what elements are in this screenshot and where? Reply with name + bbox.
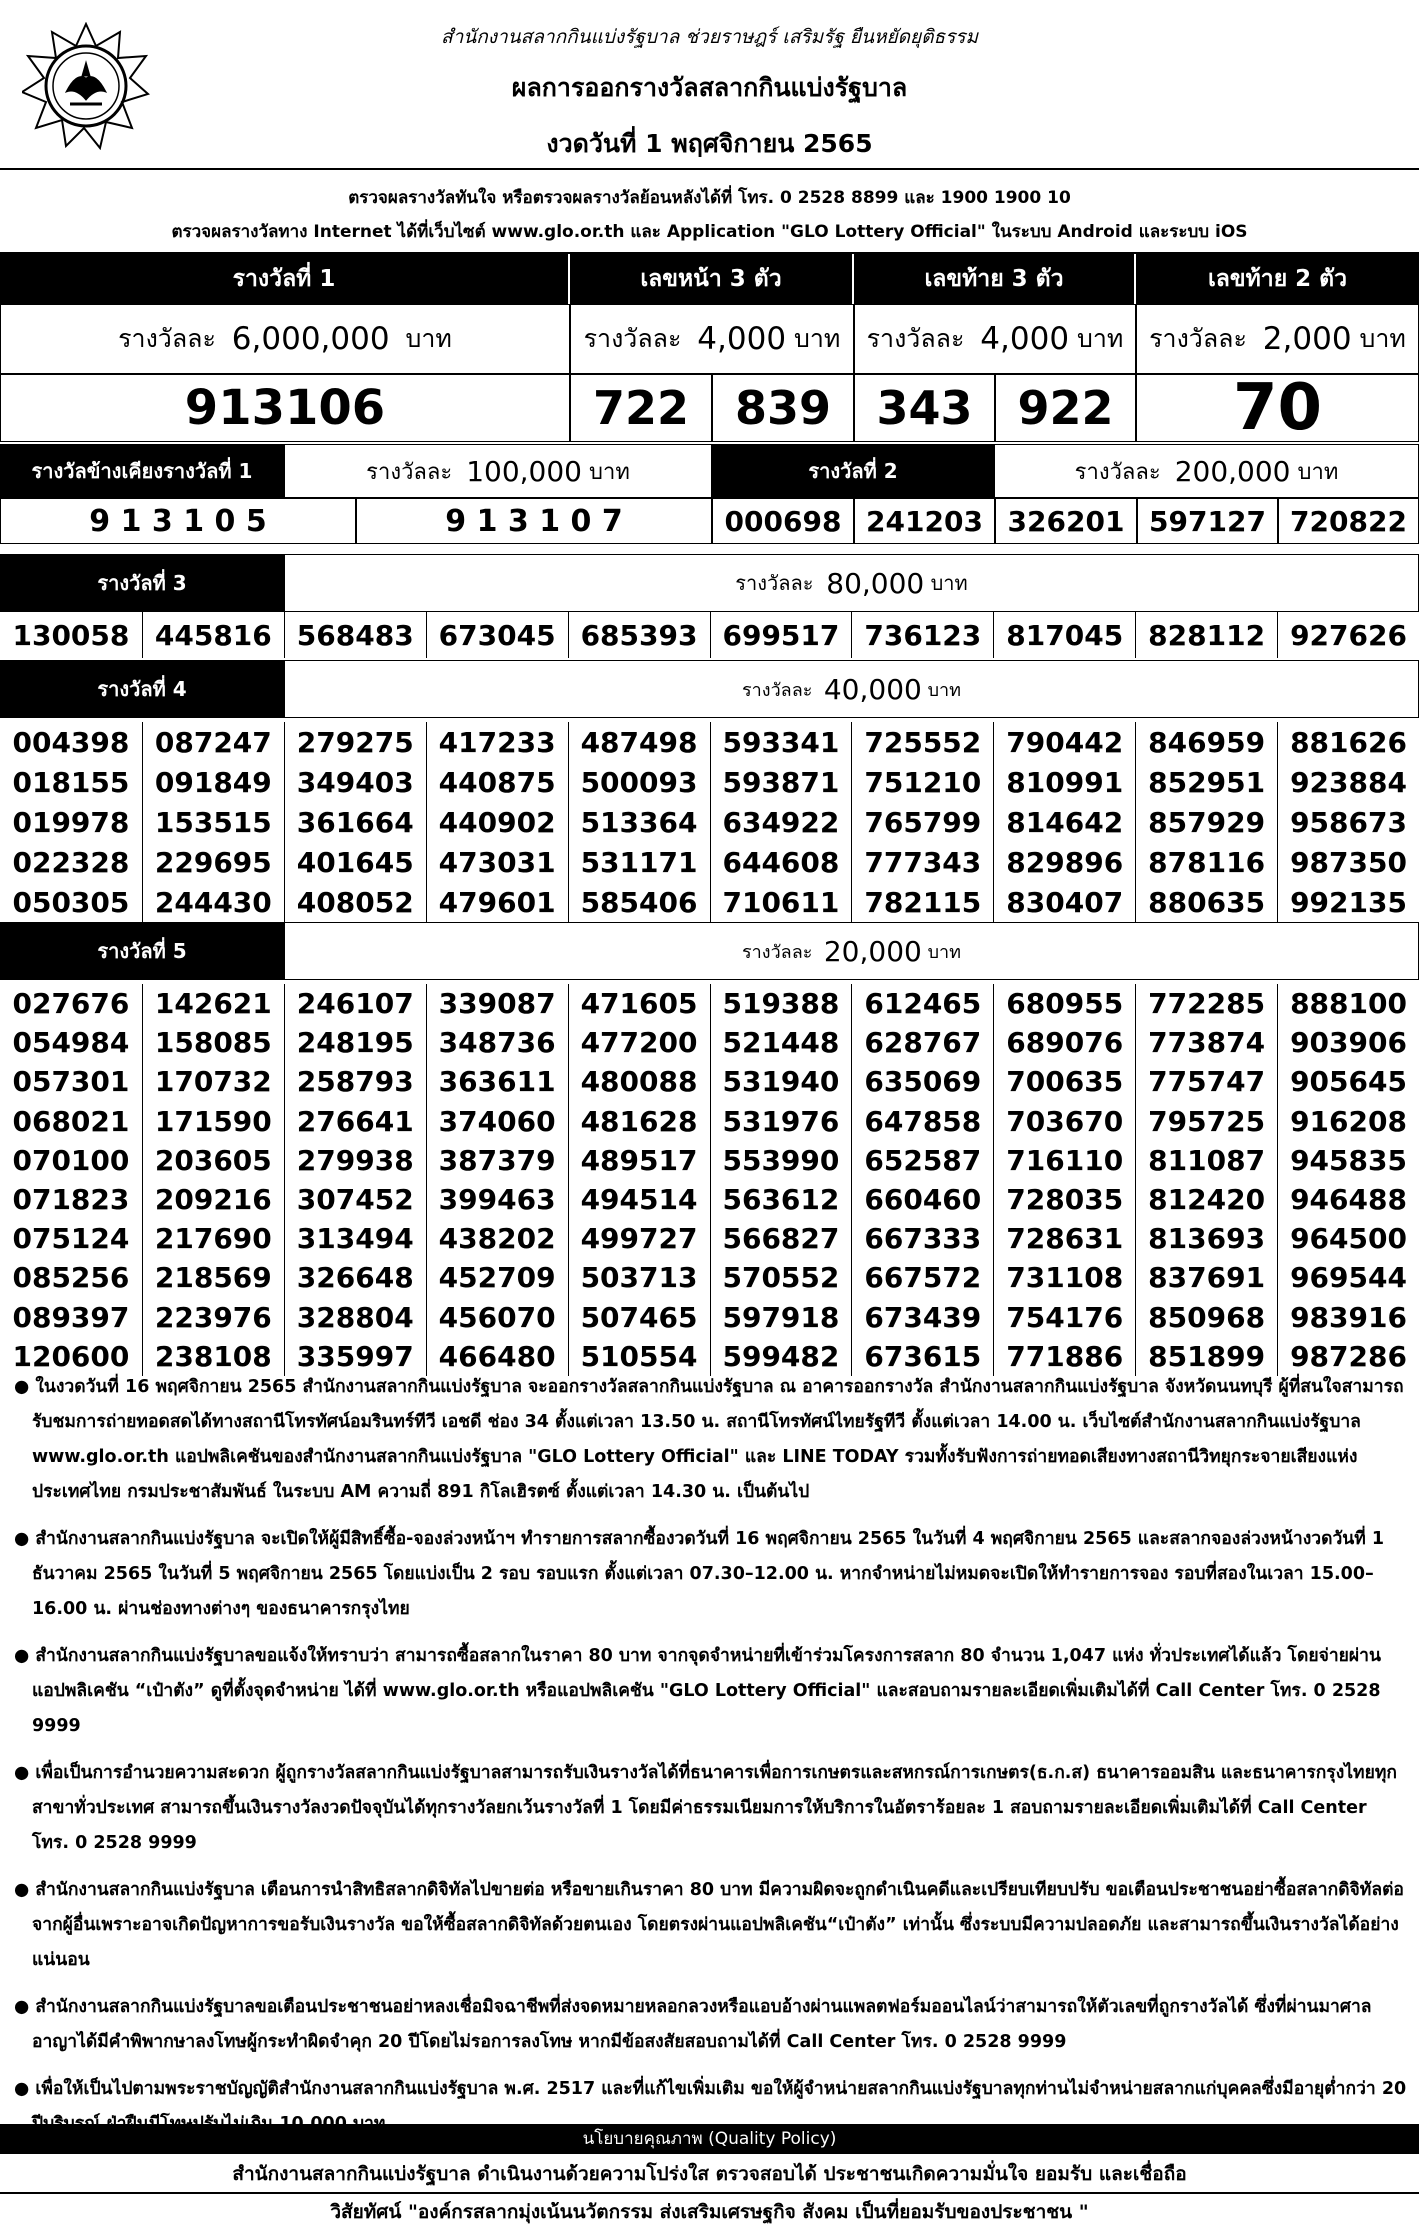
prize-number: 218569 [142,1258,284,1297]
prize-number: 091849 [142,762,284,802]
prize-number: 888100 [1277,984,1419,1023]
prize-number: 335997 [284,1337,426,1376]
prize-number: 673045 [426,612,568,658]
prize-number: 772285 [1135,984,1277,1023]
amount-value: 200,000 [1174,454,1291,488]
prize-number: 142621 [142,984,284,1023]
prize-number: 089397 [12,1300,130,1334]
prize-number: 731108 [993,1258,1135,1297]
prize-number: 499727 [568,1219,710,1258]
prize-number: 689076 [993,1023,1135,1062]
fourth-prize-header: รางวัลที่ 4 [0,660,284,718]
amount-unit: บาท [927,679,961,701]
prize-number: 880635 [1135,882,1277,922]
last2-header: เลขท้าย 2 ตัว [1136,254,1419,304]
note-item: ● ในงวดวันที่ 16 พฤศจิกายน 2565 สำนักงานสลากกินแบ่งรัฐบาล จะออกรางวัลสลากกินแบ่งรัฐบาล ณ อาคารออกรางวัล สำนักงานสลากกินแบ่งรัฐบาล จังหวัดนนทบุรี ผู้ที่สนใจสามารถรับชมการถ่ายทอดสดได้ทางสถานีโทรทัศน์อมรินทร์ทีวี เอชดี ช่อง 34 ตั้งแต่เวลา 13.50 น. สถานีโทรทัศน์ไทยรัฐทีวี ตั้งแต่เวลา 14.00 น. เว็บไซต์สำนักงานสลากกินแบ่งรัฐบาล www.glo.or.th แอปพลิเคชันของสำนักงานสลากกินแบ่งรัฐบาล "GLO Lottery Official" และ LINE TODAY รวมทั้งรับฟังการถ่ายทอดเสียงทางสถานีวิทยุกระจายเสียงแห่งประเทศไทย กรมประชาสัมพันธ์ ในระบบ AM ความถี่ 891 กิโลเฮิรตซ์ ตั้งแต่เวลา 14.30 น. เป็นต้นไป [14,1377,1404,1502]
prize-number: 238108 [142,1337,284,1376]
prize-number: 279275 [284,722,426,762]
quality-policy-title: นโยบายคุณภาพ (Quality Policy) [0,2124,1419,2154]
prize-number: 946488 [1277,1180,1419,1219]
prize-number: 326648 [284,1258,426,1297]
prize-number: 244430 [142,882,284,922]
prize-number: 765799 [851,802,993,842]
prize-number: 846959 [1135,722,1277,762]
prize-number: 494514 [568,1180,710,1219]
prize-number: 568483 [284,612,426,658]
announcement-notes [14,1370,1409,2154]
prize-number: 566827 [710,1219,852,1258]
prize-number: 401645 [284,842,426,882]
second-prize-number: 000698 [712,498,854,544]
prize-number: 771886 [993,1337,1135,1376]
prize-number: 521448 [710,1023,852,1062]
last2-amount [1136,304,1419,374]
last2-number: 70 [1136,374,1419,442]
prize-number: 217690 [142,1219,284,1258]
last3-amount [854,304,1136,374]
last3-number: 343 [854,374,995,442]
prize-number: 667572 [851,1258,993,1297]
prize-number: 445816 [142,612,284,658]
prize-number: 700635 [993,1062,1135,1101]
near-first-number: 9 1 3 1 0 7 [356,498,712,544]
prize-number: 810991 [993,762,1135,802]
prize-number: 660460 [851,1180,993,1219]
amount-prefix: รางวัลละ [866,324,965,353]
prize-number: 229695 [142,842,284,882]
amount-prefix: รางวัลละ [742,679,813,701]
amount-value: 100,000 [466,454,582,488]
prize-number: 725552 [851,722,993,762]
prize-number: 599482 [710,1337,852,1376]
prize-number: 570552 [710,1258,852,1297]
prize-number: 667333 [851,1219,993,1258]
front3-number: 722 [570,374,712,442]
amount-value: 40,000 [823,672,922,706]
vision-text: วิสัยทัศน์ "องค์กรสลากมุ่งเน้นนวัตกรรม ส่งเสริมเศรษฐกิจ สังคม เป็นที่ยอมรับของประชาชน " [330,2201,1089,2223]
prize-number: 328804 [284,1298,426,1337]
prize-number: 170732 [142,1062,284,1101]
prize-number: 830407 [993,882,1135,922]
fourth-prize-section [0,660,1419,920]
amount-value: 80,000 [826,566,925,600]
prize-number: 531940 [710,1062,852,1101]
prize-number: 349403 [284,762,426,802]
prize-number: 471605 [568,984,710,1023]
prize-number: 644608 [710,842,852,882]
prize-number: 773874 [1135,1023,1277,1062]
prize-number: 531976 [710,1102,852,1141]
prize-number: 209216 [142,1180,284,1219]
prize-number: 313494 [284,1219,426,1258]
amount-value: 4,000 [980,321,1070,357]
info-block [0,170,1419,254]
prize-number: 814642 [993,802,1135,842]
second-prize-number: 241203 [854,498,995,544]
prize-number: 754176 [993,1298,1135,1337]
third-prize-amount [284,554,1419,612]
amount-value: 2,000 [1262,321,1352,357]
near-first-and-second [0,444,1419,548]
prize-number: 828112 [1135,612,1277,658]
second-prize-amount [994,444,1419,498]
note-item: ● สำนักงานสลากกินแบ่งรัฐบาล จะเปิดให้ผู้มีสิทธิ์ซื้อ-จองล่วงหน้าฯ ทำรายการสลากซื้องวดวันที่ 16 พฤศจิกายน 2565 ในวันที่ 4 พฤศจิกายน 2565 และสลากจองล่วงหน้างวดวันที่ 1 ธันวาคม 2565 ในวันที่ 5 พฤศจิกายน 2565 โดยแบ่งเป็น 2 รอบ รอบแรก ตั้งแต่เวลา 07.30–12.00 น. หากจำหน่ายไม่หมดจะเปิดให้ทำรายการจอง รอบที่สองในเวลา 15.00–16.00 น. ผ่านช่องทางต่างๆ ของธนาคารกรุงไทย [14,1529,1385,1619]
prize-number: 673439 [851,1298,993,1337]
prize-number: 408052 [284,882,426,922]
prize-number: 248195 [284,1023,426,1062]
org-motto: สำนักงานสลากกินแบ่งรัฐบาล ช่วยราษฎร์ เสริมรัฐ ยืนหยัดยุติธรรม [440,26,979,48]
prize-number: 916208 [1277,1102,1419,1141]
prize-number: 057301 [12,1065,130,1099]
prize-number: 171590 [142,1102,284,1141]
prize-number: 440902 [426,802,568,842]
prize-number: 775747 [1135,1062,1277,1101]
prize-number: 452709 [426,1258,568,1297]
prize-number: 751210 [851,762,993,802]
prize-number: 153515 [142,802,284,842]
prize-number: 246107 [284,984,426,1023]
prize-number: 647858 [851,1102,993,1141]
prize-number: 703670 [993,1102,1135,1141]
amount-value: 4,000 [697,321,787,357]
prize-number: 813693 [1135,1219,1277,1258]
prize-number: 790442 [993,722,1135,762]
front3-number: 839 [712,374,854,442]
prize-number: 728631 [993,1219,1135,1258]
prize-number: 480088 [568,1062,710,1101]
second-prize-number: 720822 [1278,498,1419,544]
prize-number: 307452 [284,1180,426,1219]
prize-number: 019978 [12,805,130,839]
amount-prefix: รางวัลละ [1149,324,1247,353]
header [0,0,1419,170]
prize-number: 158085 [142,1023,284,1062]
prize-number: 673615 [851,1337,993,1376]
prize-number: 710611 [710,882,852,922]
near-first-amount [284,444,712,498]
prize-number: 716110 [993,1141,1135,1180]
prize-number: 363611 [426,1062,568,1101]
prize-number: 473031 [426,842,568,882]
third-prize-section [0,554,1419,658]
amount-unit: บาท [405,324,452,353]
prize-number: 223976 [142,1298,284,1337]
prize-number: 510554 [568,1337,710,1376]
prize-number: 964500 [1277,1219,1419,1258]
prize-number: 519388 [710,984,852,1023]
fourth-prize-amount [284,660,1419,718]
prize-number: 593341 [710,722,852,762]
prize-number: 563612 [710,1180,852,1219]
prize-number: 635069 [851,1062,993,1101]
prize-number: 050305 [12,885,130,919]
prize-number: 685393 [568,612,710,658]
second-prize-number: 326201 [995,498,1137,544]
note-item: ● เพื่อเป็นการอำนวยความสะดวก ผู้ถูกรางวัลสลากกินแบ่งรัฐบาลสามารถรับเงินรางวัลได้ที่ธนาคารเพื่อการเกษตรและสหกรณ์การเกษตร(ธ.ก.ส) ธนาคารออมสิน และธนาคารกรุงไทยทุกสาขาทั่วประเทศ สามารถขึ้นเงินรางวัลงวดปัจจุบันได้ทุกรางวัลยกเว้นรางวัลที่ 1 โดยมีค่าธรรมเนียมการให้บริการในอัตราร้อยละ 1 สอบถามรายละเอียดเพิ่มเติมได้ที่ Call Center โทร. 0 2528 9999 [14,1763,1397,1853]
amount-value: 20,000 [823,934,922,968]
prize-number: 812420 [1135,1180,1277,1219]
prize-number: 817045 [993,612,1135,658]
amount-prefix: รางวัลละ [742,941,813,963]
note-item: ● สำนักงานสลากกินแบ่งรัฐบาลขอเตือนประชาชนอย่าหลงเชื่อมิจฉาชีพที่ส่งจดหมายหลอกลวงหรือแอบอ้างผ่านแพลตฟอร์มออนไลน์ว่าสามารถให้ตัวเลขที่ถูกรางวัลได้ ซึ่งที่ผ่านมาศาลอาญาได้มีคำพิพากษาลงโทษผู้กระทำผิดจำคุก 20 ปีโดยไม่รอการลงโทษ หากมีข้อสงสัยสอบถามได้ที่ Call Center โทร. 0 2528 9999 [14,1997,1372,2052]
prize-number: 004398 [12,725,130,759]
prize-number: 857929 [1135,802,1277,842]
prize-number: 438202 [426,1219,568,1258]
amount-prefix: รางวัลละ [366,459,453,485]
amount-unit: บาท [1297,459,1339,485]
prize-number: 085256 [12,1261,130,1295]
prize-number: 969544 [1277,1258,1419,1297]
prize-number: 736123 [851,612,993,658]
prize-number: 852951 [1135,762,1277,802]
note-item: ● สำนักงานสลากกินแบ่งรัฐบาลขอแจ้งให้ทราบว่า สามารถซื้อสลากในราคา 80 บาท จากจุดจำหน่ายที่เข้าร่วมโครงการสลาก 80 จำนวน 1,047 แห่ง ทั่วประเทศได้แล้ว โดยจ่ายผ่านแอปพลิเคชัน “เป๋าตัง” ดูที่ตั้งจุดจำหน่าย ได้ที่ www.glo.or.th หรือแอปพลิเคชัน "GLO Lottery Official" และสอบถามรายละเอียดเพิ่มเติมได้ที่ Call Center โทร. 0 2528 9999 [14,1646,1381,1736]
prize-number: 795725 [1135,1102,1277,1141]
prize-number: 905645 [1277,1062,1419,1101]
prize-number: 279938 [284,1141,426,1180]
amount-unit: บาท [589,459,630,485]
prize-number: 120600 [12,1339,130,1373]
prize-number: 503713 [568,1258,710,1297]
fifth-prize-amount [284,922,1419,980]
prize-number: 440875 [426,762,568,802]
prize-number: 923884 [1277,762,1419,802]
amount-prefix: รางวัลละ [583,324,682,353]
amount-prefix: รางวัลละ [735,571,814,595]
third-prize-header: รางวัลที่ 3 [0,554,284,612]
prize-number: 850968 [1135,1298,1277,1337]
prize-number: 068021 [12,1104,130,1138]
prize-number: 553990 [710,1141,852,1180]
prize-number: 339087 [426,984,568,1023]
prize-number: 374060 [426,1102,568,1141]
prize-number: 597918 [710,1298,852,1337]
prize-number: 513364 [568,802,710,842]
near-first-number: 9 1 3 1 0 5 [0,498,356,544]
front3-header: เลขหน้า 3 ตัว [570,254,852,304]
prize-number: 945835 [1277,1141,1419,1180]
prize-number: 881626 [1277,722,1419,762]
second-prize-number: 597127 [1137,498,1278,544]
prize-number: 987286 [1277,1337,1419,1376]
prize-number: 466480 [426,1337,568,1376]
prize-number: 782115 [851,882,993,922]
prize-number: 531171 [568,842,710,882]
prize-number: 811087 [1135,1141,1277,1180]
prize-number: 075124 [12,1222,130,1256]
prize-number: 612465 [851,984,993,1023]
prize-number: 585406 [568,882,710,922]
note-item: ● สำนักงานสลากกินแบ่งรัฐบาล เตือนการนำสิทธิสลากดิจิทัลไปขายต่อ หรือขายเกินราคา 80 บาท มีความผิดจะถูกดำเนินคดีและเปรียบเทียบปรับ ขอเตือนประชาชนอย่าซื้อสลากดิจิทัลต่อจากผู้อื่นเพราะอาจเกิดปัญหาการขอรับเงินรางวัล ขอให้ซื้อสลากดิจิทัลด้วยตนเอง โดยตรงผ่านแอปพลิเคชัน“เป๋าตัง” เท่านั้น ซึ่งระบบมีความปลอดภัย และสามารถขึ้นเงินรางวัลได้อย่างแน่นอน [14,1880,1404,1970]
first-prize-amount [0,304,570,374]
prize-number: 417233 [426,722,568,762]
prize-number: 983916 [1277,1298,1419,1337]
amount-unit: บาท [927,941,961,963]
prize-number: 878116 [1135,842,1277,882]
prize-number: 728035 [993,1180,1135,1219]
amount-prefix: รางวัลละ [1074,459,1161,485]
prize-number: 987350 [1277,842,1419,882]
prize-number: 958673 [1277,802,1419,842]
prize-number: 699517 [710,612,852,658]
info-phone: ตรวจผลรางวัลทันใจ หรือตรวจผลรางวัลย้อนหลังได้ที่ โทร. 0 2528 8899 และ 1900 1900 10 [348,188,1071,208]
first-prize-header: รางวัลที่ 1 [0,254,568,304]
prize-number: 276641 [284,1102,426,1141]
prize-number: 628767 [851,1023,993,1062]
prize-number: 071823 [12,1183,130,1217]
prize-number: 829896 [993,842,1135,882]
prize-number: 027676 [12,987,130,1021]
prize-number: 018155 [12,765,130,799]
prize-number: 054984 [12,1026,130,1060]
prize-number: 927626 [1277,612,1419,658]
draw-date: งวดวันที่ 1 พฤศจิกายน 2565 [546,129,873,158]
prize-number: 399463 [426,1180,568,1219]
first-prize-number: 913106 [0,374,570,442]
amount-unit: บาท [1359,324,1406,353]
prize-number: 203605 [142,1141,284,1180]
prize-number: 777343 [851,842,993,882]
page-title: ผลการออกรางวัลสลากกินแบ่งรัฐบาล [511,73,908,102]
prize-number: 851899 [1135,1337,1277,1376]
last3-header: เลขท้าย 3 ตัว [854,254,1134,304]
info-internet: ตรวจผลรางวัลทาง Internet ได้ที่เว็บไซต์ www.glo.or.th และ Application "GLO Lottery Official" ในระบบ Android และระบบ iOS [171,222,1248,242]
amount-unit: บาท [1077,324,1124,353]
prize-number: 487498 [568,722,710,762]
prize-number: 477200 [568,1023,710,1062]
front3-amount [570,304,854,374]
last3-number: 922 [995,374,1136,442]
prize-number: 634922 [710,802,852,842]
prize-number: 387379 [426,1141,568,1180]
amount-unit: บาท [794,324,841,353]
second-prize-header: รางวัลที่ 2 [712,444,994,498]
prize-number: 087247 [142,722,284,762]
prize-number: 348736 [426,1023,568,1062]
prize-number: 652587 [851,1141,993,1180]
amount-prefix: รางวัลละ [118,324,216,353]
prize-number: 992135 [1277,882,1419,922]
prize-number: 361664 [284,802,426,842]
top-prizes [0,254,1419,445]
prize-number: 593871 [710,762,852,802]
quality-policy-text: สำนักงานสลากกินแบ่งรัฐบาล ดำเนินงานด้วยความโปร่งใส ตรวจสอบได้ ประชาชนเกิดความมั่นใจ ยอมรับ และเชื่อถือ [0,2156,1419,2194]
amount-unit: บาท [930,571,968,595]
amount-value: 6,000,000 [231,321,390,357]
prize-number: 481628 [568,1102,710,1141]
prize-number: 837691 [1135,1258,1277,1297]
note-item: ● เพื่อให้เป็นไปตามพระราชบัญญัติสำนักงานสลากกินแบ่งรัฐบาล พ.ศ. 2517 และที่แก้ไขเพิ่มเติม ขอให้ผู้จำหน่ายสลากกินแบ่งรัฐบาลทุกท่านไม่จำหน่ายสลากแก่บุคคลซึ่งมีอายุต่ำกว่า 20 [14,2079,1407,2099]
prize-number: 500093 [568,762,710,802]
prize-number: 070100 [12,1143,130,1177]
prize-number: 258793 [284,1062,426,1101]
prize-number: 903906 [1277,1023,1419,1062]
prize-number: 022328 [12,845,130,879]
prize-number: 456070 [426,1298,568,1337]
prize-number: 479601 [426,882,568,922]
prize-number: 680955 [993,984,1135,1023]
prize-number: 489517 [568,1141,710,1180]
fifth-prize-header: รางวัลที่ 5 [0,922,284,980]
prize-number: 507465 [568,1298,710,1337]
prize-number: 130058 [12,618,130,652]
near-first-header: รางวัลข้างเคียงรางวัลที่ 1 [0,444,284,498]
fifth-prize-section [0,922,1419,1382]
